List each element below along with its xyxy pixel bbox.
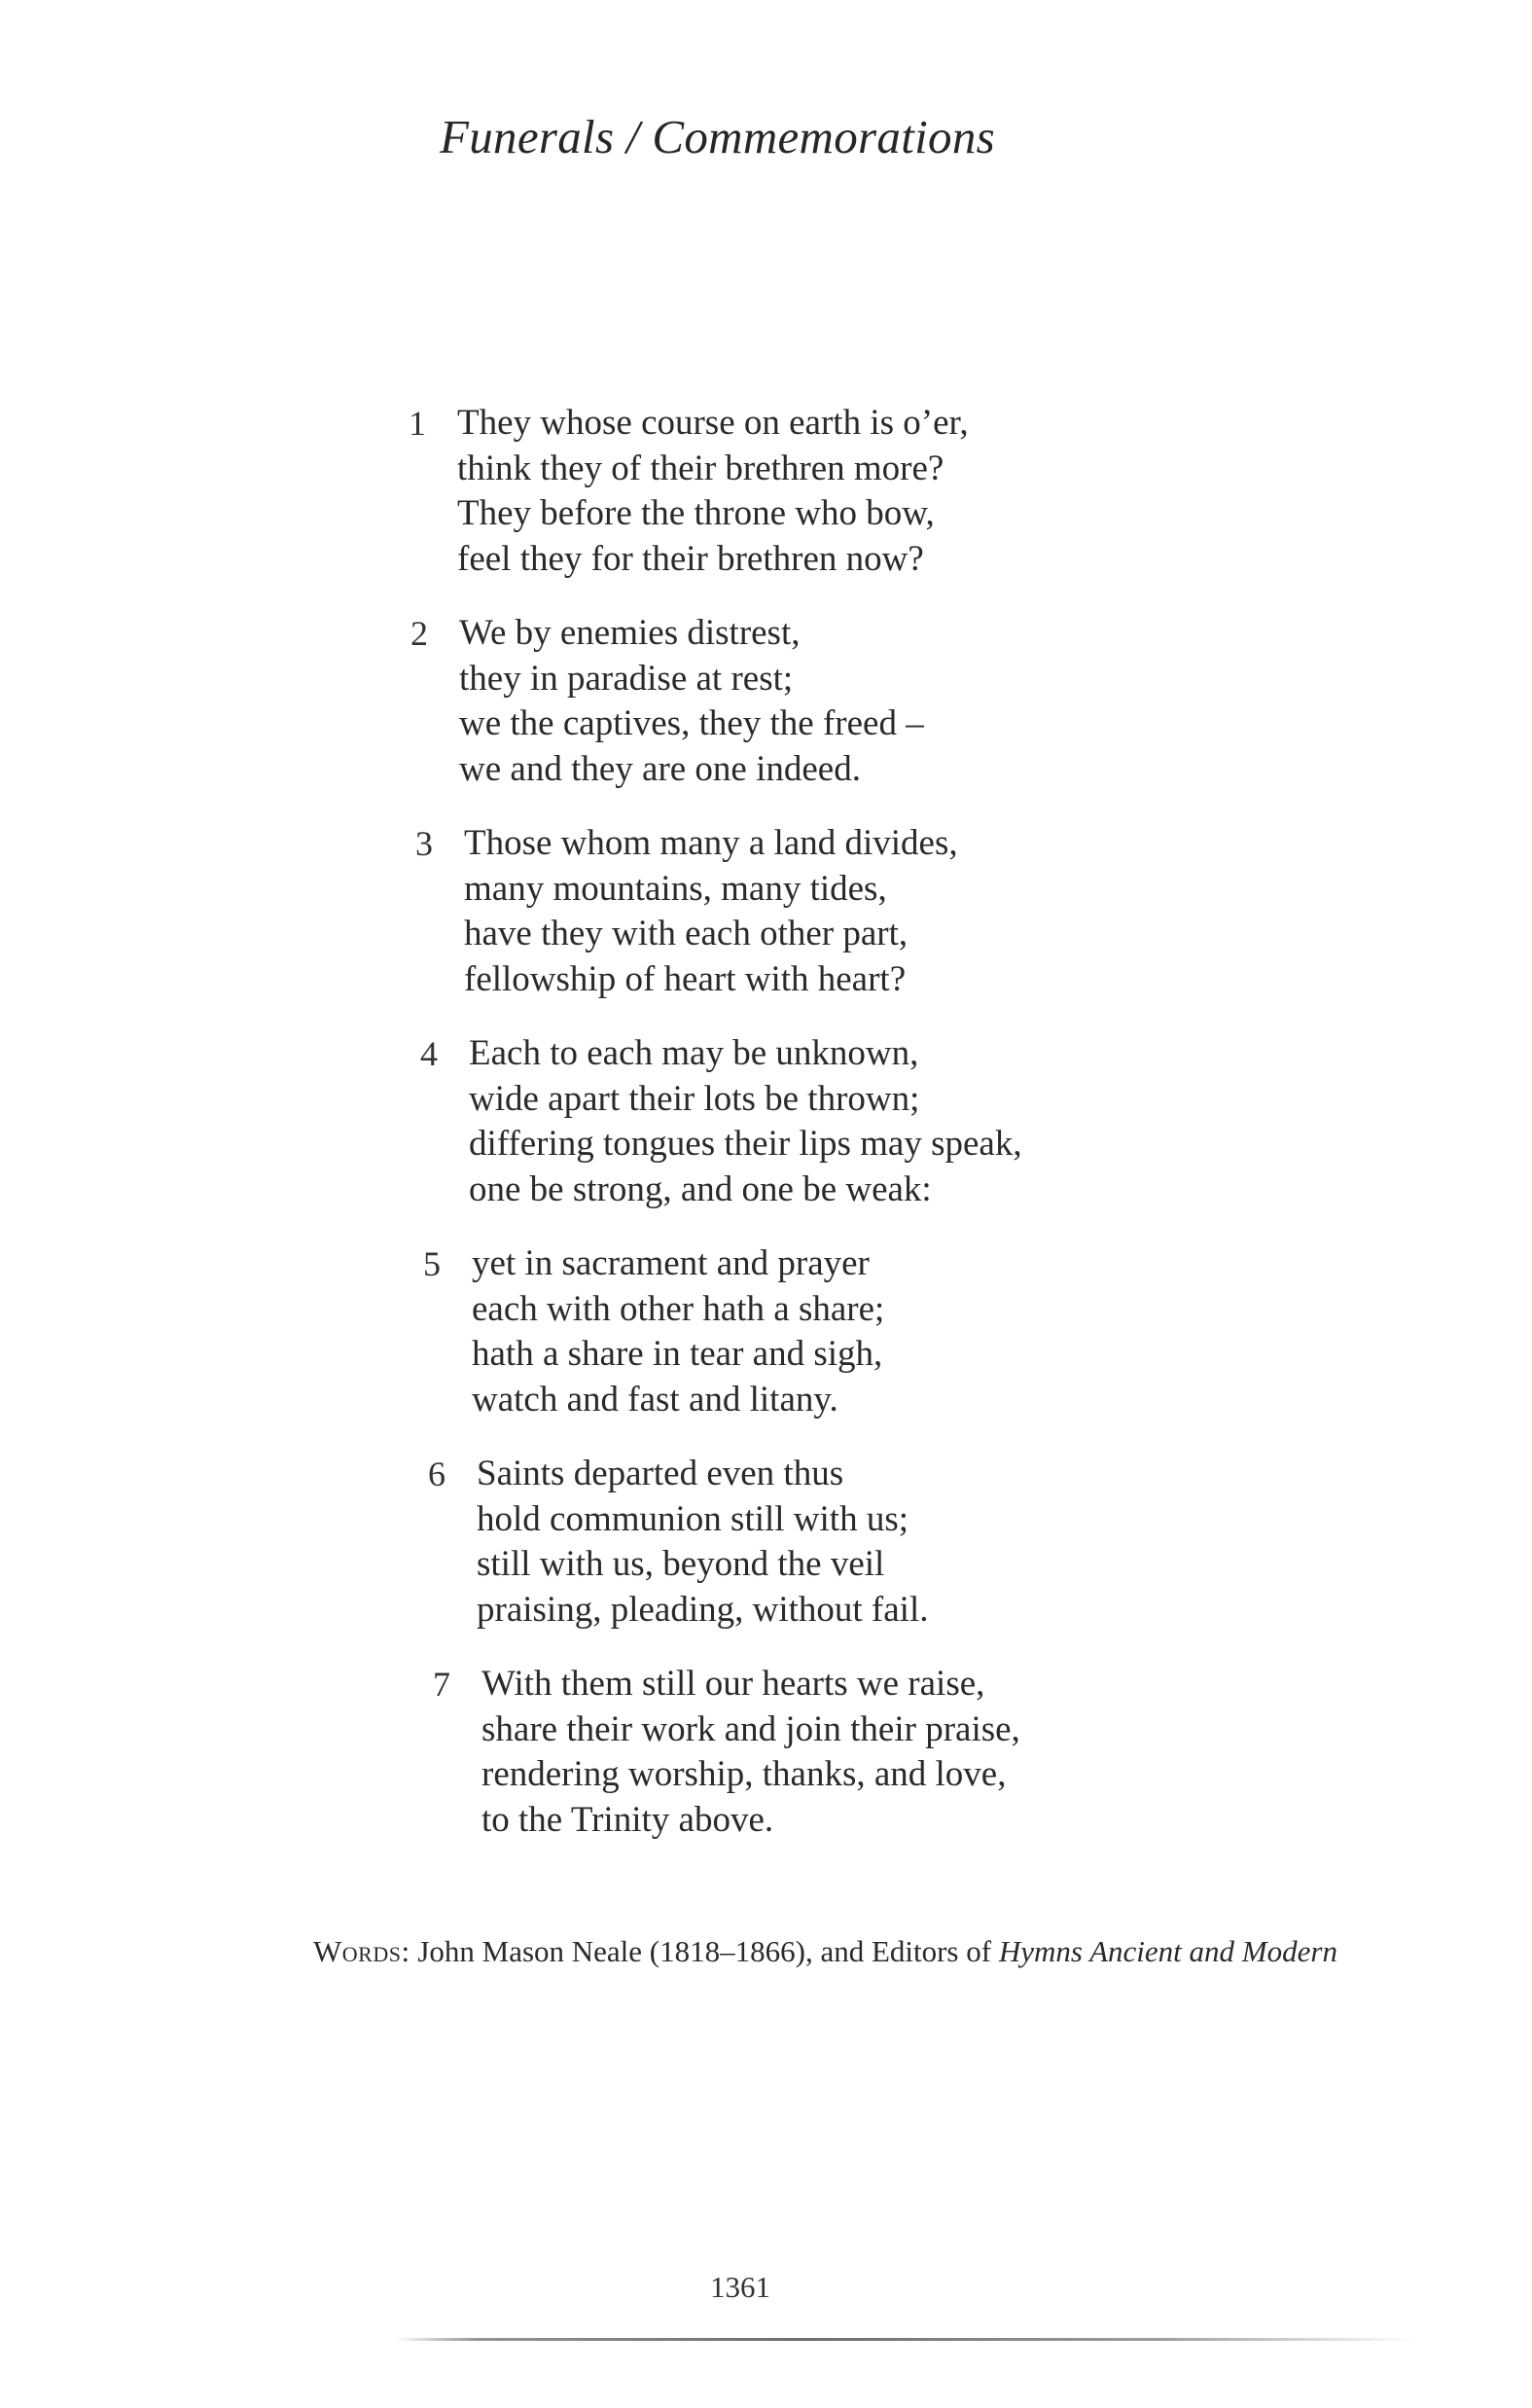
verse-line: Each to each may be unknown, — [469, 1033, 919, 1073]
verse-line: Those whom many a land divides, — [464, 823, 958, 863]
verse-line: to the Trinity above. — [481, 1799, 774, 1840]
words-credit — [313, 1934, 1337, 1969]
verse-line: Saints departed even thus — [477, 1454, 844, 1493]
verse-line: differing tongues their lips may speak, — [469, 1124, 1022, 1164]
hymn-verses — [409, 401, 1148, 1872]
verse-line: hold communion still with us; — [477, 1498, 909, 1539]
verse-line: we the captives, they the freed – — [459, 703, 924, 743]
credit-authors: John Mason Neale (1818–1866), and Editors of — [410, 1934, 999, 1968]
verse-line: each with other hath a share; — [472, 1288, 885, 1329]
verse-line: They whose course on earth is o’er, — [457, 403, 969, 443]
verse-line: fellowship of heart with heart? — [464, 958, 907, 999]
verse-line: praising, pleading, without fail. — [477, 1589, 929, 1630]
verse-number: 7 — [433, 1665, 450, 1704]
bottom-rule — [394, 2338, 1415, 2341]
verse-number: 4 — [420, 1034, 438, 1073]
verse-line: rendering worship, thanks, and love, — [481, 1754, 1007, 1794]
verse-number: 6 — [428, 1455, 445, 1493]
section-title: Funerals / Commemorations — [440, 110, 995, 163]
verse — [433, 1662, 1148, 1843]
verse-line: many mountains, many tides, — [464, 868, 887, 909]
verse-line: we and they are one indeed. — [459, 748, 861, 789]
verse-line: wide apart their lots be thrown; — [469, 1078, 920, 1119]
credit-book-title: Hymns Ancient and Modern — [998, 1934, 1337, 1968]
verse-number: 1 — [409, 404, 426, 443]
credit-label: Words: — [313, 1934, 410, 1968]
verse-line: still with us, beyond the veil — [477, 1544, 885, 1584]
verse — [410, 611, 1148, 792]
verse-line: feel they for their brethren now? — [457, 538, 924, 579]
verse-line: With them still our hearts we raise, — [481, 1664, 985, 1704]
page-number: 1361 — [710, 2270, 770, 2304]
verse-line: hath a share in tear and sigh, — [472, 1334, 883, 1374]
verse-line: share their work and join their praise, — [481, 1708, 1020, 1749]
verse-number: 2 — [410, 614, 428, 653]
verse-line: watch and fast and litany. — [472, 1379, 838, 1420]
verse-line: one be strong, and one be weak: — [469, 1168, 932, 1209]
verse — [409, 401, 1148, 582]
verse-line: they in paradise at rest; — [459, 658, 794, 699]
verse-number: 3 — [415, 824, 433, 863]
verse-line: yet in sacrament and prayer — [472, 1243, 870, 1283]
verse-line: They before the throne who bow, — [457, 493, 935, 533]
verse-number: 5 — [423, 1244, 441, 1283]
verse-line: think they of their brethren more? — [457, 448, 944, 488]
verse-line: We by enemies distrest, — [459, 613, 801, 653]
verse — [428, 1452, 1148, 1633]
verse-line: have they with each other part, — [464, 914, 909, 953]
verse — [415, 821, 1148, 1002]
verse — [420, 1031, 1148, 1212]
verse — [423, 1241, 1148, 1422]
